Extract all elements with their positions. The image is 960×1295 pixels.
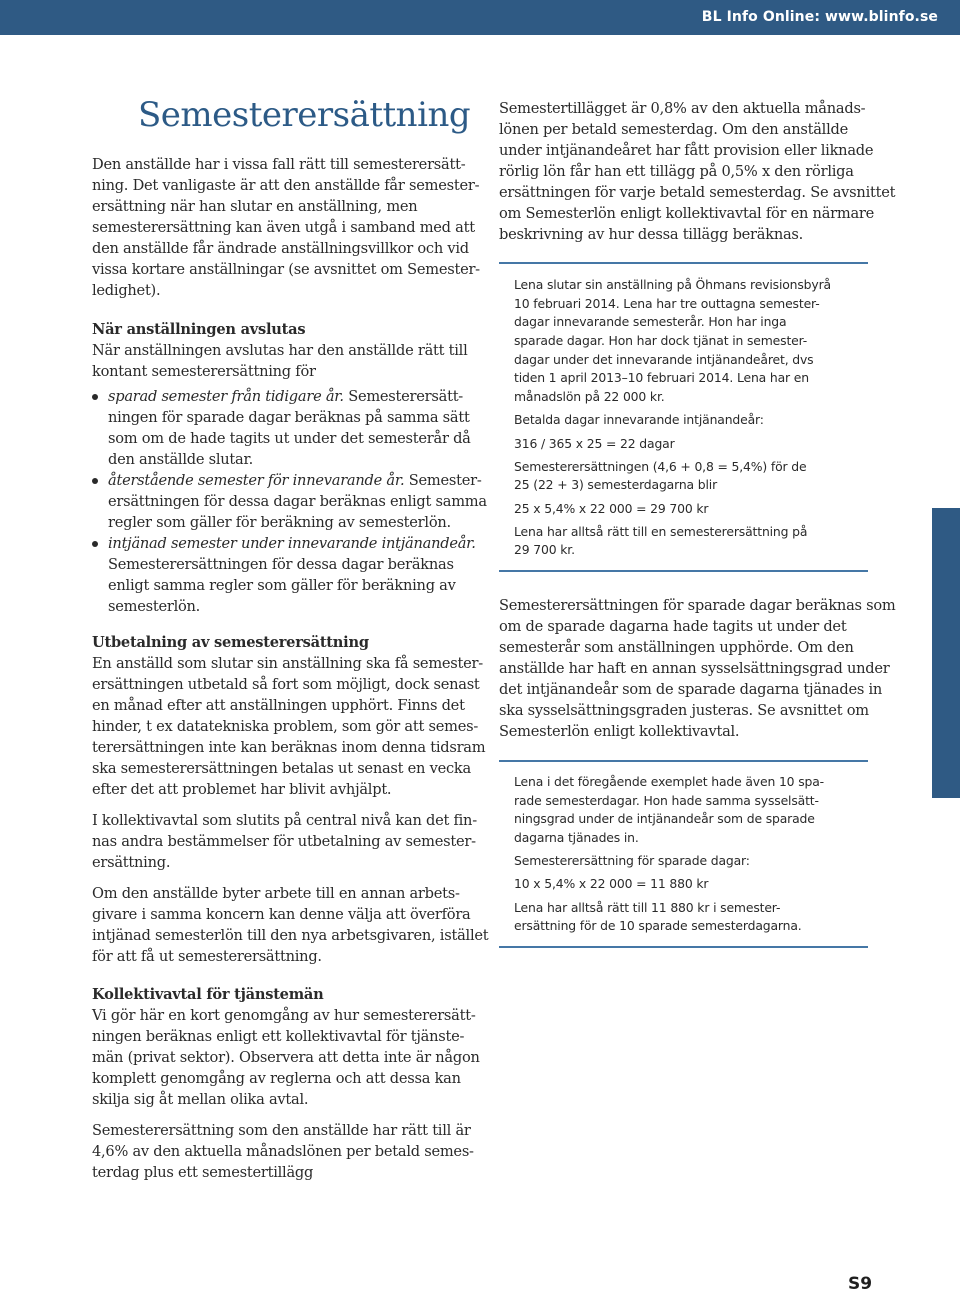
- paragraph: [92, 1005, 480, 1110]
- bullet-list: [92, 386, 487, 617]
- paragraph: [92, 1120, 472, 1183]
- text-line: om Semesterlön enligt kollektivavtal för en närmare: [499, 205, 875, 222]
- side-tab-marker: [932, 508, 960, 798]
- example-line: Lena har alltså rätt till 11 880 kr i semester-: [514, 899, 781, 915]
- section-heading: När anställningen avslutas: [92, 321, 306, 338]
- text-line: som om de hade tagits ut under det semesterår då: [108, 430, 471, 447]
- text-line: givare i samma koncern kan denne välja att överföra: [92, 906, 471, 923]
- example-line: ersättning för de 10 sparade semesterdagarna.: [514, 918, 802, 934]
- text-line: komplett genomgång av reglerna och att dessa kan: [92, 1070, 461, 1087]
- bullet-text: Semester-: [404, 472, 482, 489]
- text-line: enligt samma regler som gäller för beräkning av: [108, 577, 456, 594]
- example-line: Lena i det föregående exemplet hade även 10 spa-: [514, 774, 824, 789]
- text-line: ska sysselsättningsgraden justeras. Se avsnittet om: [499, 702, 869, 719]
- text-line: Semesterlön enligt kollektivavtal.: [499, 723, 740, 740]
- text-line: nas andra bestämmelser för utbetalning av semester-: [92, 833, 476, 850]
- example-line: Lena har alltså rätt till en semesterersättning på: [514, 523, 808, 539]
- list-item: [92, 386, 472, 470]
- example-line: dagar innevarande semesterår. Hon har inga: [514, 314, 787, 330]
- section-heading: Utbetalning av semesterersättning: [92, 634, 369, 651]
- text-line: ersättningen utbetald så fort som möjligt, dock senast: [92, 676, 480, 693]
- example-line: Semesterersättning för sparade dagar:: [514, 853, 750, 869]
- page-number: S9: [848, 1274, 873, 1294]
- bullet-label: återstående semester för innevarande år.: [108, 472, 405, 489]
- text-line: Semesterersättningen för sparade dagar beräknas som: [499, 597, 896, 614]
- list-item: [92, 470, 487, 533]
- text-line: Den anställde har i vissa fall rätt till semesterersätt-: [92, 156, 466, 173]
- paragraph: [92, 883, 489, 967]
- text-line: vissa kortare anställningar (se avsnittet om Semester-: [92, 261, 480, 278]
- example-line: tiden 1 april 2013–10 februari 2014. Lena har en: [514, 370, 809, 386]
- text-line: När anställningen avslutas har den anställde rätt till: [92, 342, 468, 359]
- example-line: sparade dagar. Hon har dock tjänat in semester-: [514, 333, 808, 349]
- text-line: semesterår som anställningen upphörde. Om den: [499, 639, 854, 656]
- text-line: terersättningen inte kan beräknas inom denna tidsram: [92, 739, 486, 756]
- bullet-icon: [92, 478, 98, 484]
- text-line: män (privat sektor). Observera att detta inte är någon: [92, 1049, 480, 1066]
- example-line: dagarna tjänades in.: [514, 830, 639, 846]
- list-item: [92, 533, 476, 617]
- section-heading: Kollektivavtal för tjänstemän: [92, 986, 324, 1003]
- text-line: den anställde får ändrade anställningsvillkor och vid: [92, 240, 469, 257]
- example-formula: 10 x 5,4% x 22 000 = 11 880 kr: [514, 876, 709, 892]
- text-line: intjänad semesterlön till den nya arbetsgivaren, istället: [92, 927, 489, 944]
- text-line: ning. Det vanligaste är att den anställde får semester-: [92, 177, 480, 194]
- text-line: den anställde slutar.: [108, 451, 254, 468]
- text-line: regler som gäller för beräkning av semesterlön.: [108, 514, 451, 531]
- example-line: Lena slutar sin anställning på Öhmans revisionsbyrå: [514, 277, 831, 292]
- example-line: 25 (22 + 3) semesterdagarna blir: [514, 477, 718, 493]
- text-line: I kollektivavtal som slutits på central nivå kan det fin-: [92, 812, 477, 829]
- text-line: Vi gör här en kort genomgång av hur semesterersätt-: [92, 1007, 476, 1024]
- text-line: En anställd som slutar sin anställning ska få semester-: [92, 655, 483, 672]
- example-line: Semesterersättningen (4,6 + 0,8 = 5,4%) för de: [514, 458, 807, 474]
- text-line: ersättningen för dessa dagar beräknas enligt samma: [108, 493, 487, 510]
- text-line: rörlig lön får han ett tillägg på 0,5% x den rörliga: [499, 163, 854, 180]
- text-line: semesterersättning kan även utgå i samband med att: [92, 219, 475, 236]
- text-line: hinder, t ex datatekniska problem, som gör att semes-: [92, 718, 478, 735]
- text-line: Semestertillägget är 0,8% av den aktuella månads-: [499, 100, 866, 117]
- page-title: Semesterersättning: [138, 95, 471, 135]
- paragraph: [92, 810, 477, 873]
- example-line: dagar under det innevarande intjänandeåret, dvs: [514, 351, 814, 367]
- text-line: ningen beräknas enligt ett kollektivavtal för tjänste-: [92, 1028, 465, 1045]
- left-column: [92, 154, 489, 1183]
- site-link[interactable]: BL Info Online: www.blinfo.se: [701, 9, 938, 25]
- bullet-label: intjänad semester under innevarande intjänandeår.: [108, 535, 476, 552]
- right-column-middle: [499, 595, 896, 742]
- text-line: ersättning när han slutar en anställning, men: [92, 198, 418, 215]
- example-line: 10 februari 2014. Lena har tre outtagna semester-: [514, 295, 820, 311]
- text-line: det intjänandeår som de sparade dagarna tjänades in: [499, 681, 883, 698]
- text-line: lönen per betald semesterdag. Om den anställde: [499, 121, 848, 138]
- example-formula: 316 / 365 x 25 = 22 dagar: [514, 435, 675, 451]
- right-column-top: [499, 98, 896, 245]
- text-line: ersättning.: [92, 854, 171, 871]
- example-line: rade semesterdagar. Hon hade samma sysselsätt-: [514, 792, 819, 808]
- text-line: Semesterersättningen för dessa dagar beräknas: [108, 556, 454, 573]
- text-line: semesterlön.: [108, 598, 201, 615]
- bullet-label: sparad semester från tidigare år.: [108, 388, 344, 405]
- bullet-text: Semesterersätt-: [343, 388, 463, 405]
- example-box-1: [499, 262, 868, 572]
- example-line: Betalda dagar innevarande intjänandeår:: [514, 412, 764, 428]
- text-line: under intjänandeåret har fått provision eller liknade: [499, 142, 874, 159]
- text-line: beskrivning av hur dessa tillägg beräknas.: [499, 226, 804, 243]
- example-line: månadslön på 22 000 kr.: [514, 389, 665, 405]
- text-line: efter det att problemet har blivit avhjälpt.: [92, 781, 392, 798]
- text-line: anställde har haft en annan sysselsättningsgrad under: [499, 660, 890, 677]
- text-line: ledighet).: [92, 282, 161, 299]
- text-line: ningen för sparade dagar beräknas på samma sätt: [108, 409, 470, 426]
- bullet-icon: [92, 394, 98, 400]
- text-line: kontant semesterersättning för: [92, 363, 316, 380]
- text-line: Om den anställde byter arbete till en annan arbets-: [92, 885, 460, 902]
- text-line: terdag plus ett semestertillägg: [92, 1164, 314, 1181]
- example-line: 29 700 kr.: [514, 542, 575, 558]
- text-line: ersättningen för varje betald semesterdag. Se avsnittet: [499, 184, 896, 201]
- paragraph: [92, 653, 486, 800]
- text-line: om de sparade dagarna hade tagits ut under det: [499, 618, 847, 635]
- text-line: Semesterersättning som den anställde har rätt till är: [92, 1122, 471, 1139]
- example-box-2: [499, 760, 868, 948]
- intro-paragraph: [92, 154, 480, 301]
- example-formula: 25 x 5,4% x 22 000 = 29 700 kr: [514, 500, 709, 516]
- bullet-icon: [92, 541, 98, 547]
- text-line: en månad efter att anställningen upphört. Finns det: [92, 697, 465, 714]
- text-line: skilja sig åt mellan olika avtal.: [92, 1091, 309, 1108]
- text-line: för att få ut semesterersättning.: [92, 948, 322, 965]
- text-line: ska semesterersättningen betalas ut senast en vecka: [92, 760, 471, 777]
- example-line: ningsgrad under de intjänandeår som de sparade: [514, 811, 815, 827]
- text-line: 4,6% av den aktuella månadslönen per betald semes-: [92, 1143, 474, 1160]
